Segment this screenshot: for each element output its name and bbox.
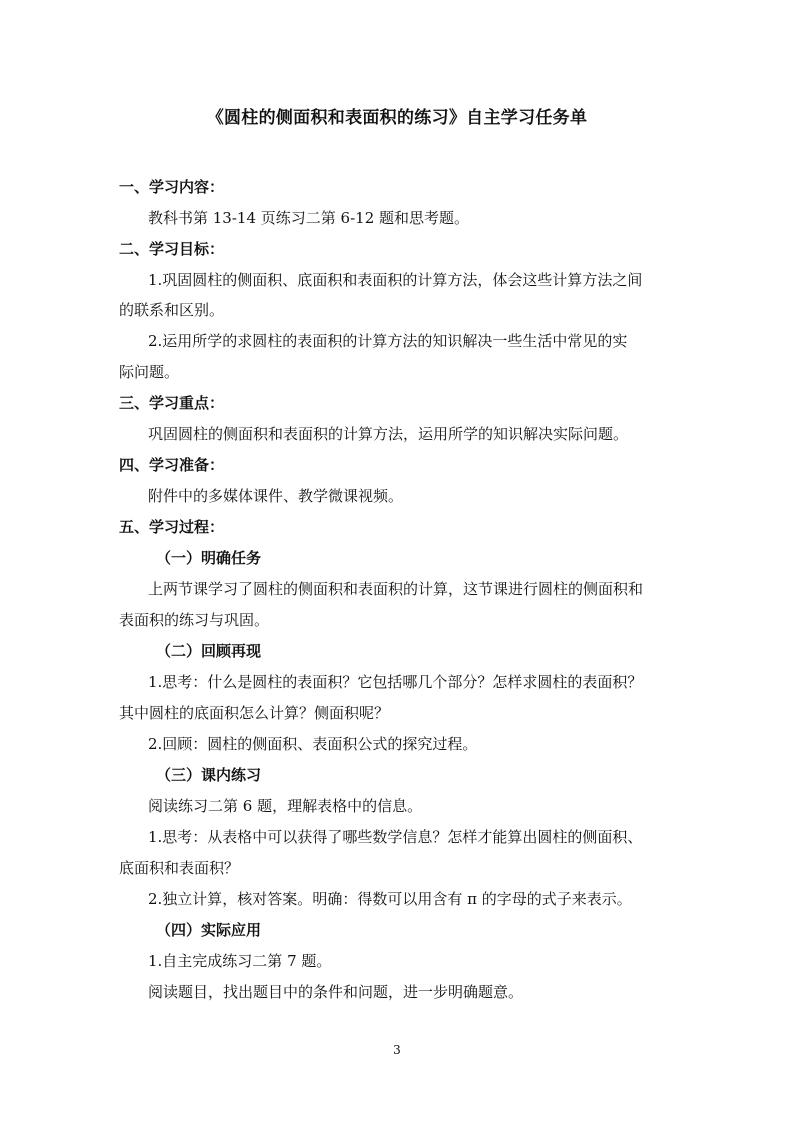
subheading-review: （二）回顾再现 <box>156 642 262 660</box>
paragraph-line: 上两节课学习了圆柱的侧面积和表面积的计算，这节课进行圆柱的侧面积和 <box>148 580 644 598</box>
paragraph-line: 2.独立计算，核对答案。明确：得数可以用含有 π 的字母的式子来表示。 <box>148 890 632 908</box>
subheading-practice: （三）课内练习 <box>156 766 262 784</box>
section-heading-objectives: 二、学习目标： <box>119 240 225 258</box>
paragraph-line: 的联系和区别。 <box>119 301 225 319</box>
paragraph-line: 1.思考：什么是圆柱的表面积？它包括哪几个部分？怎样求圆柱的表面积？ <box>148 673 643 691</box>
paragraph-line: 际问题。 <box>119 363 180 381</box>
section-heading-process: 五、学习过程： <box>119 518 225 536</box>
paragraph-line: 巩固圆柱的侧面积和表面积的计算方法，运用所学的知识解决实际问题。 <box>148 425 629 443</box>
document-title: 《圆柱的侧面积和表面积的练习》自主学习任务单 <box>206 108 588 128</box>
paragraph-line: 1.思考：从表格中可以获得了哪些数学信息？怎样才能算出圆柱的侧面积、 <box>148 828 643 846</box>
paragraph-line: 附件中的多媒体课件、教学微课视频。 <box>148 487 404 505</box>
paragraph-line: 教科书第 13-14 页练习二第 6-12 题和思考题。 <box>148 209 470 227</box>
section-heading-keypoints: 三、学习重点： <box>119 394 225 412</box>
page-number: 3 <box>393 1043 401 1057</box>
subheading-application: （四）实际应用 <box>156 921 262 939</box>
paragraph-line: 1.巩固圆柱的侧面积、底面积和表面积的计算方法，体会这些计算方法之间 <box>148 271 643 289</box>
subheading-task: （一）明确任务 <box>156 549 262 567</box>
section-heading-content: 一、学习内容： <box>119 178 225 196</box>
paragraph-line: 阅读题目，找出题目中的条件和问题，进一步明确题意。 <box>148 983 524 1001</box>
paragraph-line: 表面积的练习与巩固。 <box>119 611 270 629</box>
paragraph-line: 底面积和表面积？ <box>119 859 240 877</box>
paragraph-line: 其中圆柱的底面积怎么计算？侧面积呢？ <box>119 704 390 722</box>
section-heading-preparation: 四、学习准备： <box>119 456 225 474</box>
paragraph-line: 2.运用所学的求圆柱的表面积的计算方法的知识解决一些生活中常见的实 <box>148 332 628 350</box>
paragraph-line: 阅读练习二第 6 题，理解表格中的信息。 <box>148 797 423 815</box>
paragraph-line: 2.回顾：圆柱的侧面积、表面积公式的探究过程。 <box>148 735 478 753</box>
paragraph-line: 1.自主完成练习二第 7 题。 <box>148 952 332 970</box>
